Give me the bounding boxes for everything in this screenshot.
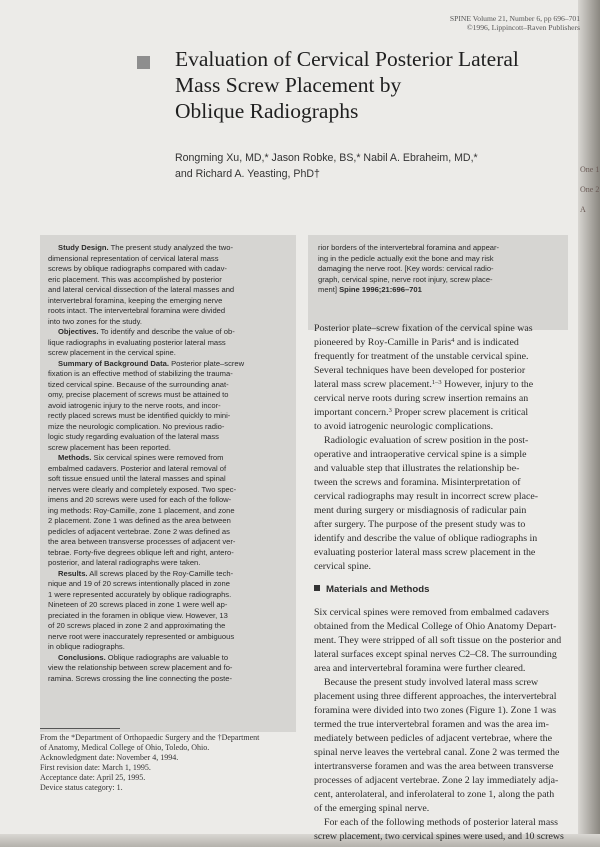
bullet-square-icon bbox=[314, 585, 320, 591]
text: Posterior plate–screw bbox=[168, 358, 245, 368]
footnote-line: From the *Department of Orthopaedic Surgery and the †Department bbox=[40, 733, 260, 742]
reference: 3 bbox=[388, 407, 392, 414]
text: cervical radiographs may result in incorrect screw place- bbox=[314, 491, 539, 502]
abstract-objectives bbox=[48, 327, 294, 359]
text: and lateral cervical dissection of the lateral masses and bbox=[48, 285, 235, 294]
author-list bbox=[175, 150, 555, 182]
text: lateral surfaces except spinal nerves C2–C8. The surrounding bbox=[314, 649, 557, 660]
text: to avoid iatrogenic neurologic complications. bbox=[314, 421, 494, 432]
copyright-line: ©1996, Lippincott–Raven Publishers bbox=[466, 23, 580, 32]
text: rectly placed screws must be identified quickly to mini- bbox=[48, 411, 231, 420]
text: fixation is an effective method of stabilizing the trauma- bbox=[48, 369, 233, 378]
heading: Objectives. bbox=[58, 327, 99, 336]
text: ment] bbox=[318, 285, 340, 294]
reference: 4 bbox=[451, 337, 455, 344]
text: screw placement, two cervical spines were used, and 10 screws bbox=[314, 831, 564, 842]
page-edge-shadow bbox=[578, 0, 600, 847]
footnote-line: First revision date: March 1, 1995. bbox=[40, 763, 151, 772]
text: screws by oblique radiographs compared with cadav- bbox=[48, 264, 227, 273]
text: All screws placed by the Roy-Camille tech- bbox=[87, 568, 234, 578]
text: embalmed cadavers. Posterior and lateral removal of bbox=[48, 463, 227, 473]
text: ing methods: Roy-Camille, zone 1 placement, and zone bbox=[48, 505, 235, 515]
title-line: Mass Screw Placement by bbox=[175, 73, 402, 97]
text: Posterior plate–screw fixation of the cervical spine was bbox=[314, 323, 533, 334]
text: and valuable step that illustrates the relationship be- bbox=[314, 463, 520, 474]
text: area and intervertebral foramina were further cleared. bbox=[314, 663, 526, 674]
reference: 1–3 bbox=[431, 379, 442, 386]
text: cervical nerve roots during screw insertion remains an bbox=[314, 393, 529, 404]
text: spinal nerve leaves the vertebral canal. Zone 2 was termed the bbox=[314, 747, 560, 758]
text: 1 were represented accurately by oblique radiographs. bbox=[48, 589, 232, 599]
paragraph bbox=[314, 322, 576, 434]
margin-mark: One 2 bbox=[580, 185, 600, 194]
text: tized cervical spine. Because of the surrounding anat- bbox=[48, 379, 229, 389]
text: mize the neurologic complication. No previous radio- bbox=[48, 421, 225, 431]
section-title: Materials and Methods bbox=[326, 584, 430, 595]
title-line: Oblique Radiographs bbox=[175, 99, 359, 123]
text: damaging the nerve root. [Key words: cervical radio- bbox=[318, 264, 494, 273]
text: in oblique radiographs. bbox=[48, 642, 125, 651]
text: Six cervical spines were removed from bbox=[91, 453, 224, 462]
abstract-background-data bbox=[48, 359, 294, 454]
article-title bbox=[175, 46, 565, 124]
text: and is indicated bbox=[454, 337, 519, 348]
text: of the emerging spinal nerve. bbox=[314, 803, 430, 814]
text: intervertebral foramina, keeping the emerging nerve bbox=[48, 295, 223, 305]
footnote-rule bbox=[40, 728, 120, 729]
paragraph bbox=[314, 676, 576, 816]
text: lateral mass screw placement. bbox=[314, 379, 432, 390]
abstract-study-design bbox=[48, 243, 294, 327]
footnote-line: Device status category: 1. bbox=[40, 783, 123, 792]
text: soft tissue ensued until the lateral masses and spinal bbox=[48, 474, 226, 483]
footnote-line: of Anatomy, Medical College of Ohio, Toledo, Ohio. bbox=[40, 743, 210, 752]
title-square-marker bbox=[137, 56, 150, 69]
body-text bbox=[314, 322, 576, 844]
heading: Conclusions. bbox=[58, 652, 106, 662]
abstract-conclusions bbox=[48, 653, 294, 685]
text: omy, precise placement of screws must be attained to bbox=[48, 390, 229, 399]
text: evaluating posterior lateral mass screw placement in the bbox=[314, 547, 536, 558]
text: screw placement has been reported. bbox=[48, 442, 171, 452]
text: foramina were divided into two zones (Figure 1). Zone 1 was bbox=[314, 705, 557, 716]
text: The present study analyzed the two- bbox=[108, 243, 234, 252]
text: cervical spine. bbox=[314, 561, 372, 572]
text: processes of adjacent vertebrae. Zone 2 lay immediately adja- bbox=[314, 775, 559, 786]
text: Oblique radiographs are valuable to bbox=[105, 652, 229, 662]
text: operative and intraoperative cervical spine is a simple bbox=[314, 449, 527, 460]
text: logic study regarding evaluation of the lateral mass bbox=[48, 432, 219, 441]
text: roots intact. The intervertebral foramina were divided bbox=[48, 306, 226, 315]
heading: Methods. bbox=[58, 453, 92, 462]
margin-mark: A bbox=[580, 205, 586, 214]
text: tween the screws and foramina. Misinterpretation of bbox=[314, 477, 521, 488]
author-line: and Richard A. Yeasting, PhD† bbox=[175, 168, 320, 180]
text: identify and describe the value of oblique radiographs in bbox=[314, 533, 538, 544]
heading: Summary of Background Data. bbox=[58, 358, 169, 368]
text: preciated in the foramen in oblique view. However, 13 bbox=[48, 610, 228, 620]
text: 2 placement. Zone 1 was defined as the area between bbox=[48, 516, 231, 525]
paragraph bbox=[314, 816, 576, 844]
abstract bbox=[48, 243, 294, 684]
text: ment. They were stripped of all soft tissue on the posterior and bbox=[314, 635, 562, 646]
text: rior borders of the intervertebral foramina and appear- bbox=[318, 243, 500, 252]
text: obtained from the Medical College of Ohio Anatomy Depart- bbox=[314, 621, 557, 632]
text: the area between transverse processes of adjacent ver- bbox=[48, 537, 236, 546]
text: into two zones for the study. bbox=[48, 316, 142, 326]
text: pedicles of adjacent vertebrae. Zone 2 was defined as bbox=[48, 526, 230, 536]
heading: Results. bbox=[58, 568, 88, 578]
text: For each of the following methods of posterior lateral mass bbox=[324, 817, 558, 828]
text: termed the true intervertebral foramen and was the area im- bbox=[314, 719, 549, 730]
text: ramina. Screws crossing the line connecting the poste- bbox=[48, 673, 233, 683]
text: nerves were clearly and completely exposed. Two spec- bbox=[48, 484, 237, 494]
text: Several techniques have been developed for posterior bbox=[314, 365, 526, 376]
text: mediately between pedicles of adjacent vertebrae, where the bbox=[314, 733, 552, 744]
citation: Spine 1996;21:696–701 bbox=[339, 285, 422, 294]
footnote-line: Acceptance date: April 25, 1995. bbox=[40, 773, 146, 782]
journal-info: SPINE Volume 21, Number 6, pp 696–701 bbox=[449, 14, 580, 23]
footnote-line: Acknowledgment date: November 4, 1994. bbox=[40, 753, 179, 762]
text: ment during surgery or misdiagnosis of radicular pain bbox=[314, 505, 527, 516]
title-line: Evaluation of Cervical Posterior Lateral bbox=[175, 47, 519, 71]
text: Proper screw placement is critical bbox=[391, 407, 529, 418]
text: However, injury to the bbox=[441, 379, 534, 390]
text: Nineteen of 20 screws placed in zone 1 were well ap- bbox=[48, 600, 228, 609]
text: cent, anterolateral, and inferolateral to zone 1, along the path bbox=[314, 789, 555, 800]
text: important concern. bbox=[314, 407, 389, 418]
text: Because the present study involved lateral mass screw bbox=[324, 677, 539, 688]
abstract-methods bbox=[48, 453, 294, 569]
text: frequently for treatment of the unstable cervical spine. bbox=[314, 351, 529, 362]
text: avoid iatrogenic injury to the nerve roots, and incor- bbox=[48, 400, 221, 410]
text: imens and 20 screws were used for each of the follow- bbox=[48, 495, 232, 504]
margin-mark: One 1 bbox=[580, 165, 600, 174]
margin-annotations bbox=[580, 160, 600, 220]
text: view the relationship between screw placement and fo- bbox=[48, 663, 233, 672]
text: ing in the pedicle actually exit the bone and may risk bbox=[318, 253, 494, 263]
text: lique radiographs in evaluating posterior lateral mass bbox=[48, 337, 226, 347]
paragraph bbox=[314, 606, 576, 676]
text: nique and 19 of 20 screws intentionally placed in zone bbox=[48, 579, 230, 588]
text: tebrae. Forty-five degrees oblique left and right, antero- bbox=[48, 547, 234, 557]
text: To identify and describe the value of ob- bbox=[98, 327, 235, 336]
text: screw placement in the cervical spine. bbox=[48, 348, 176, 357]
footnotes bbox=[40, 733, 308, 793]
text: posterior, and lateral radiographs were taken. bbox=[48, 558, 201, 567]
text: of 20 screws placed in zone 2 and approximating the bbox=[48, 621, 226, 630]
text: graph, cervical spine, nerve root injury, screw place- bbox=[318, 274, 493, 284]
paragraph bbox=[314, 434, 576, 574]
text: intertransverse foramen and was the area between transverse bbox=[314, 761, 554, 772]
text: nerve root were inaccurately represented or ambiguous bbox=[48, 631, 235, 641]
abstract-results bbox=[48, 569, 294, 653]
heading: Study Design. bbox=[58, 243, 109, 252]
author-line: Rongming Xu, MD,* Jason Robke, BS,* Nabil A. Ebraheim, MD,* bbox=[175, 152, 478, 164]
text: placement using three different approaches, the intervertebral bbox=[314, 691, 557, 702]
section-heading bbox=[314, 583, 576, 597]
text: after surgery. The purpose of the present study was to bbox=[314, 519, 526, 530]
text: Radiologic evaluation of screw position in the post- bbox=[324, 435, 529, 446]
running-head bbox=[380, 14, 580, 32]
text: dimensional representation of cervical lateral mass bbox=[48, 253, 219, 263]
abstract-continuation bbox=[318, 243, 564, 296]
text: Six cervical spines were removed from embalmed cadavers bbox=[314, 607, 549, 618]
text: eric placement. This was accomplished by posterior bbox=[48, 274, 222, 284]
text: pioneered by Roy-Camille in Paris bbox=[314, 337, 452, 348]
